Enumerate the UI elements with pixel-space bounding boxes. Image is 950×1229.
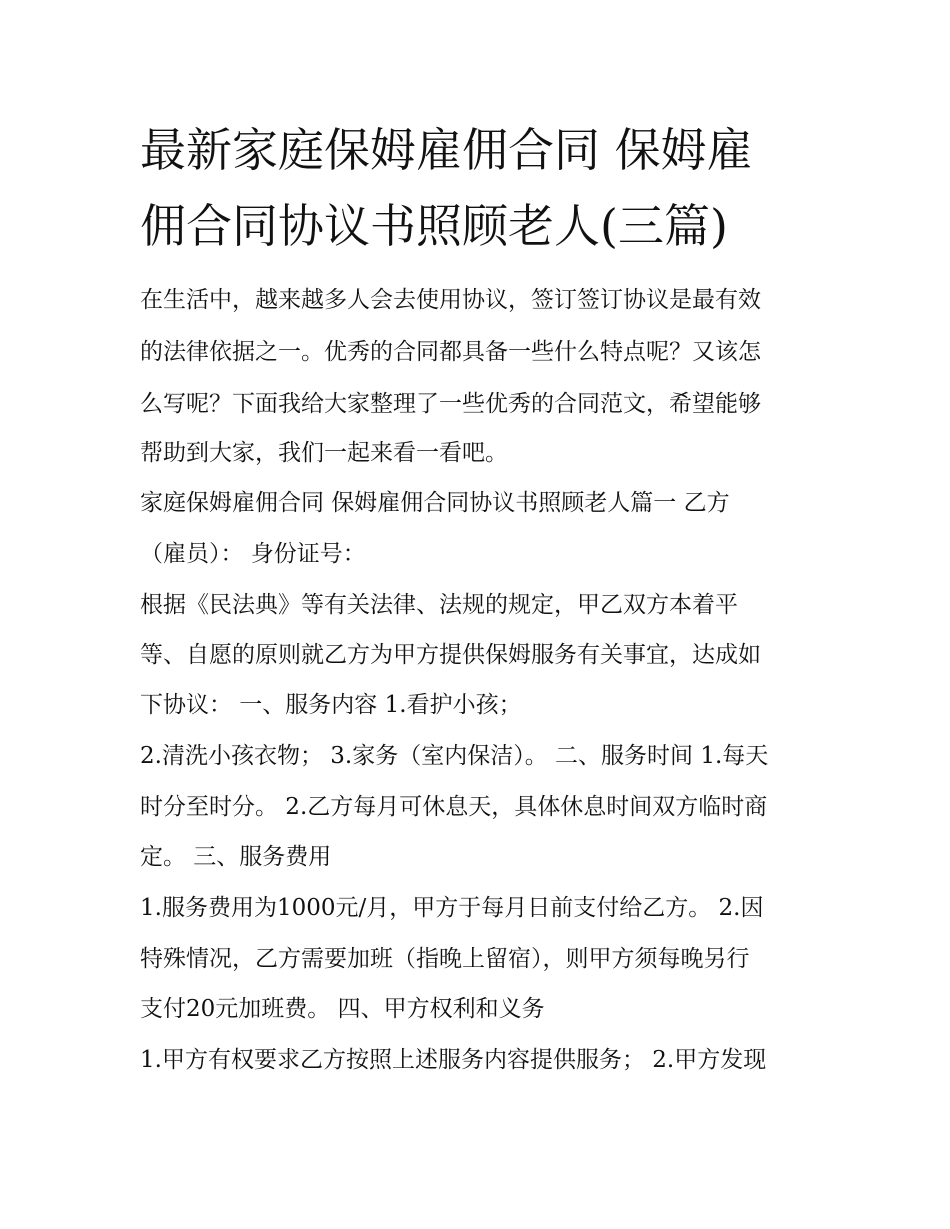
body-line: 等、自愿的原则就乙方为甲方提供保姆服务有关事宜，达成如	[140, 642, 761, 668]
body-line: 的法律依据之一。优秀的合同都具备一些什么特点呢？又该怎	[140, 339, 761, 365]
title-line-1: 最新家庭保姆雇佣合同 保姆雇	[140, 123, 753, 177]
body-line: 么写呢？下面我给大家整理了一些优秀的合同范文，希望能够	[140, 391, 761, 417]
title-line-2: 佣合同协议书照顾老人(三篇)	[140, 199, 728, 253]
body-line: 特殊情况，乙方需要加班（指晚上留宿），则甲方须每晚另行	[140, 946, 750, 972]
body-line: 时分至时分。 2.乙方每月可休息天，具体休息时间双方临时商	[140, 794, 768, 820]
body-line: 根据《民法典》等有关法律、法规的规定，甲乙双方本着平	[140, 592, 738, 618]
body-line: 家庭保姆雇佣合同 保姆雇佣合同协议书照顾老人篇一 乙方	[140, 490, 730, 516]
body-line: 在生活中，越来越多人会去使用协议，签订签订协议是最有效	[140, 287, 761, 313]
body-line: （雇员）： 身份证号：	[140, 541, 366, 567]
body-line: 1.服务费用为1000元/月，甲方于每月日前支付给乙方。 2.因	[140, 895, 764, 921]
document-title	[140, 112, 820, 264]
body-line: 2.清洗小孩衣物； 3.家务（室内保洁）。 二、服务时间 1.每天	[140, 743, 769, 769]
body-line: 1.甲方有权要求乙方按照上述服务内容提供服务； 2.甲方发现	[140, 1047, 767, 1073]
body-line: 定。 三、服务费用	[140, 844, 332, 870]
body-line: 支付20元加班费。 四、甲方权利和义务	[140, 996, 545, 1022]
body-line: 下协议： 一、服务内容 1.看护小孩；	[140, 692, 522, 718]
body-line: 帮助到大家，我们一起来看一看吧。	[140, 440, 508, 466]
